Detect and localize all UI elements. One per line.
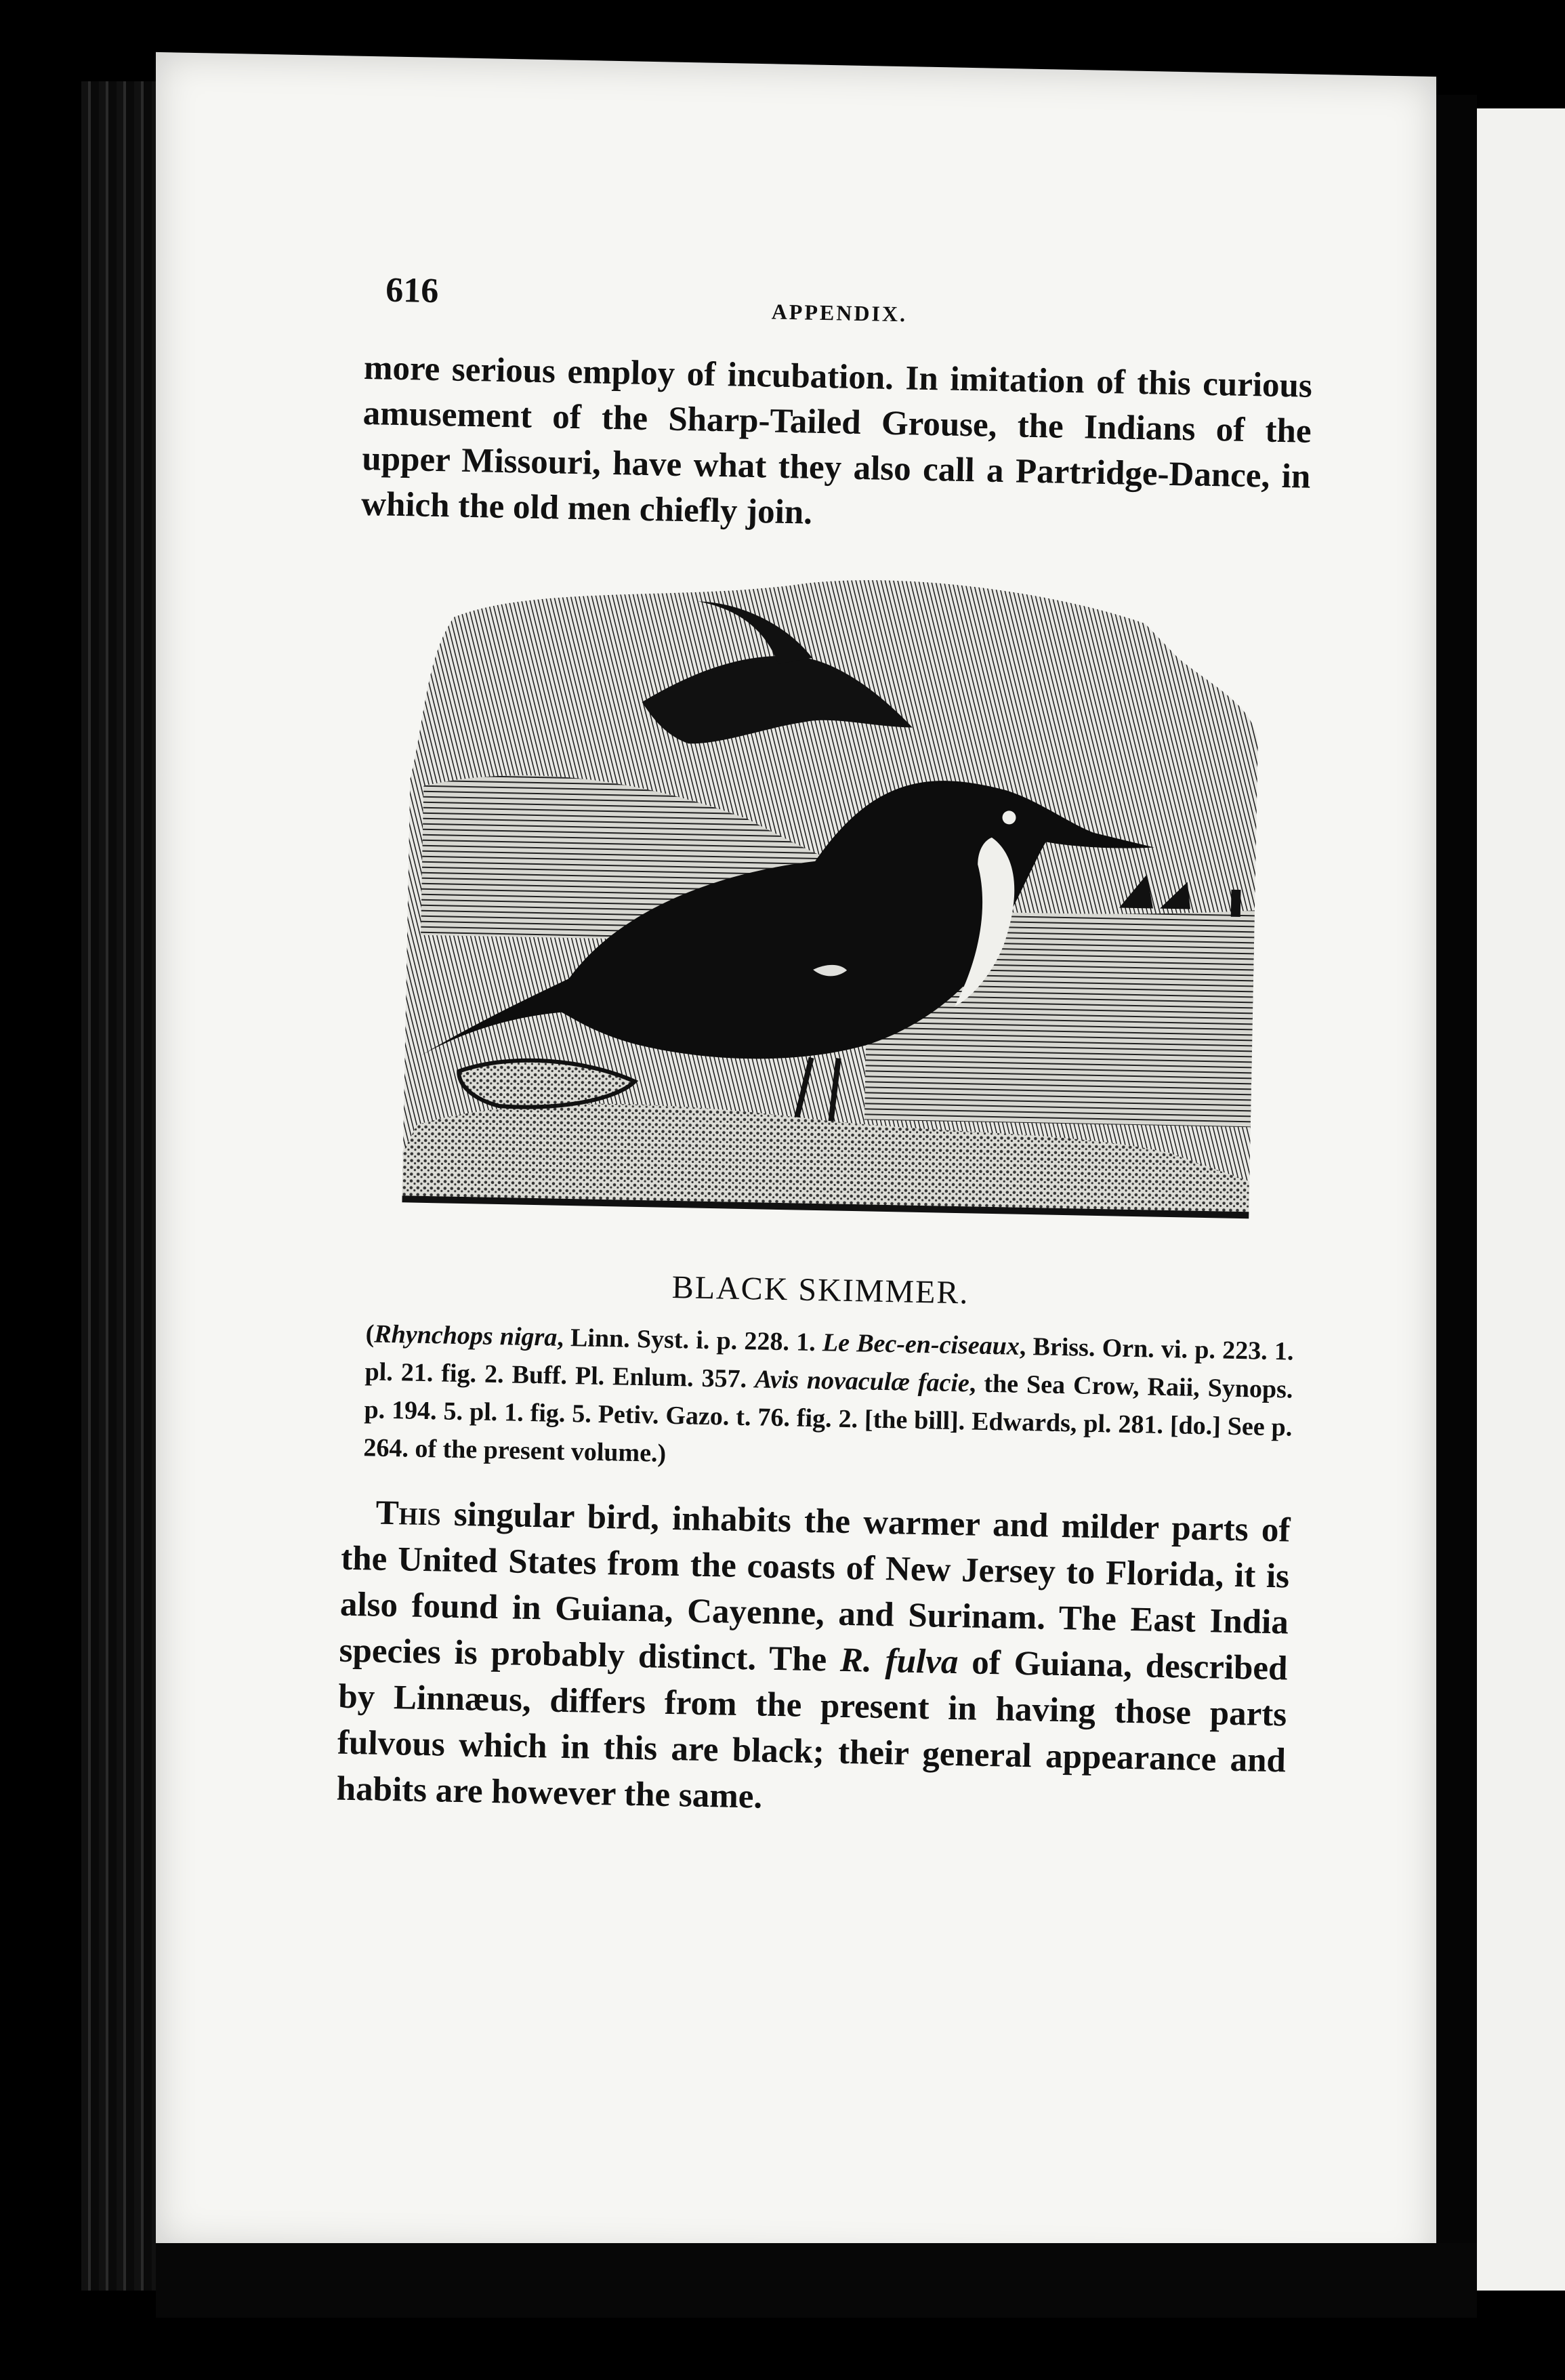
description-text-2: of Guiana, described by Linnæus, differs from the present in having those parts fulvous which in this are black; their general appearance and habits are however the same. [336, 1643, 1289, 1816]
synonymy-authority-1: , Linn. Syst. i. p. 228. 1. [556, 1323, 823, 1357]
species-name-rhynchops: Rhynchops nigra [373, 1319, 558, 1352]
facing-page-edge [1477, 108, 1565, 2291]
page-gutter [1436, 95, 1477, 2304]
species-name-bec-en-ciseaux: Le Bec-en-ciseaux [822, 1328, 1020, 1361]
synonymy-block [343, 1315, 1294, 1485]
black-skimmer-engraving [388, 555, 1268, 1249]
description-paragraph [336, 1490, 1291, 1830]
bottom-border [156, 2243, 1477, 2318]
figure-title: BLACK SKIMMER. [671, 1269, 969, 1311]
engraving-illustration [388, 555, 1268, 1249]
opening-paragraph: more serious employ of incubation. In imitation of this curious amusement of the Sharp-Tailed Grouse, the Indians of the upper Missouri, have what they also call a Partridge-Dance, in which the old men chiefly join. [360, 348, 1313, 532]
species-name-avis-novaculae: Avis novaculæ facie [754, 1365, 970, 1398]
synonymy-open: ( [365, 1319, 375, 1349]
description-text-1: singular bird, inhabits the warmer and milder parts of the United States from the coasts of New Jersey to Florida, it is also found in Guiana, Cayenne, and Surinam. The East India species is probably distinct. The [339, 1495, 1291, 1679]
synonymy-authority-3: , the Sea Crow, Raii, Synops. p. 194. 5. pl. 1. fig. 5. Petiv. Gazo. t. 76. fig. 2. [the bill]. Edwards, pl. 281. [do.] See p. 264. of the present volume.) [363, 1369, 1293, 1468]
running-head: APPENDIX. [771, 299, 908, 327]
page-content [336, 264, 1314, 1830]
page-number: 616 [385, 270, 439, 311]
species-name-r-fulva: R. fulva [839, 1641, 959, 1682]
lead-word: This [375, 1494, 442, 1534]
synonymy-authority-2: , Briss. Orn. vi. p. 223. 1. pl. 21. fig. 2. Buff. Pl. Enlum. 357. [364, 1332, 1294, 1394]
